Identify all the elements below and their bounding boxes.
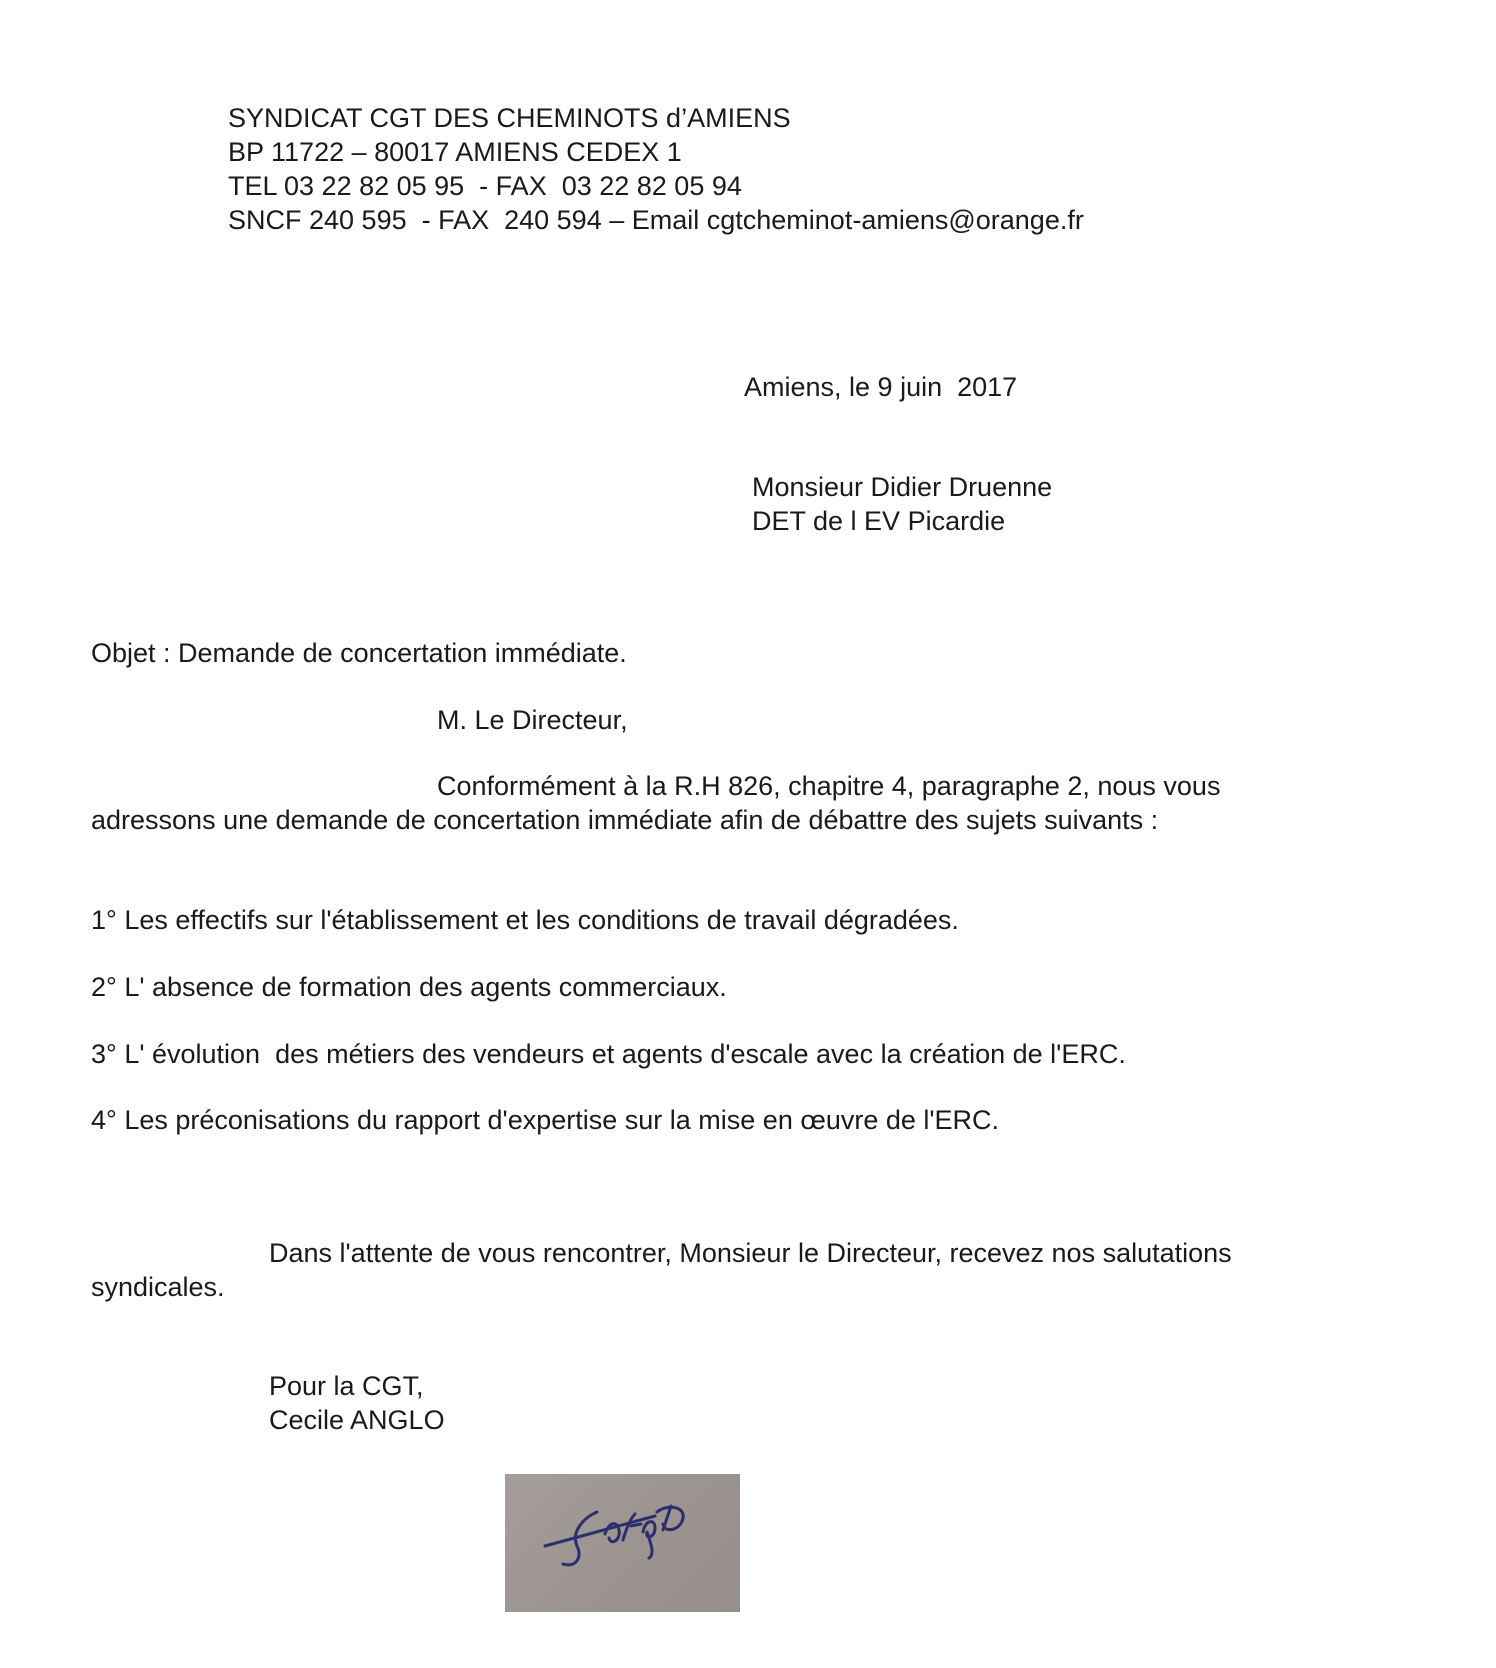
- signature-scribble: [505, 1474, 740, 1612]
- list-item-1: 1° Les effectifs sur l'établissement et les conditions de travail dégradées.: [91, 905, 959, 935]
- list-item-2: 2° L' absence de formation des agents commerciaux.: [91, 972, 727, 1002]
- intro-line-2: adressons une demande de concertation immédiate afin de débattre des sujets suivants :: [91, 805, 1159, 835]
- letterhead-address: BP 11722 – 80017 AMIENS CEDEX 1: [228, 137, 682, 167]
- letterhead-phone: TEL 03 22 82 05 95 - FAX 03 22 82 05 94: [228, 171, 742, 201]
- signature-image: [505, 1474, 740, 1612]
- signoff-signer-name: Cecile ANGLO: [269, 1405, 445, 1435]
- closing-line-1: Dans l'attente de vous rencontrer, Monsieur le Directeur, recevez nos salutations: [269, 1238, 1232, 1268]
- recipient-title: DET de l EV Picardie: [752, 506, 1006, 536]
- intro-line-1: Conformément à la R.H 826, chapitre 4, paragraphe 2, nous vous: [437, 771, 1221, 801]
- letterhead-org-name: SYNDICAT CGT DES CHEMINOTS d’AMIENS: [228, 103, 791, 133]
- salutation: M. Le Directeur,: [437, 705, 628, 735]
- recipient-name: Monsieur Didier Druenne: [752, 472, 1053, 502]
- letterhead-sncf-email: SNCF 240 595 - FAX 240 594 – Email cgtcheminot-amiens@orange.fr: [228, 205, 1084, 235]
- list-item-4: 4° Les préconisations du rapport d'expertise sur la mise en œuvre de l'ERC.: [91, 1105, 1000, 1135]
- closing-line-2: syndicales.: [91, 1272, 225, 1302]
- letter-date: Amiens, le 9 juin 2017: [744, 372, 1018, 402]
- list-item-3: 3° L' évolution des métiers des vendeurs et agents d'escale avec la création de l'ERC.: [91, 1039, 1126, 1069]
- signoff-line-1: Pour la CGT,: [269, 1371, 424, 1401]
- letter-subject: Objet : Demande de concertation immédiate.: [91, 638, 627, 668]
